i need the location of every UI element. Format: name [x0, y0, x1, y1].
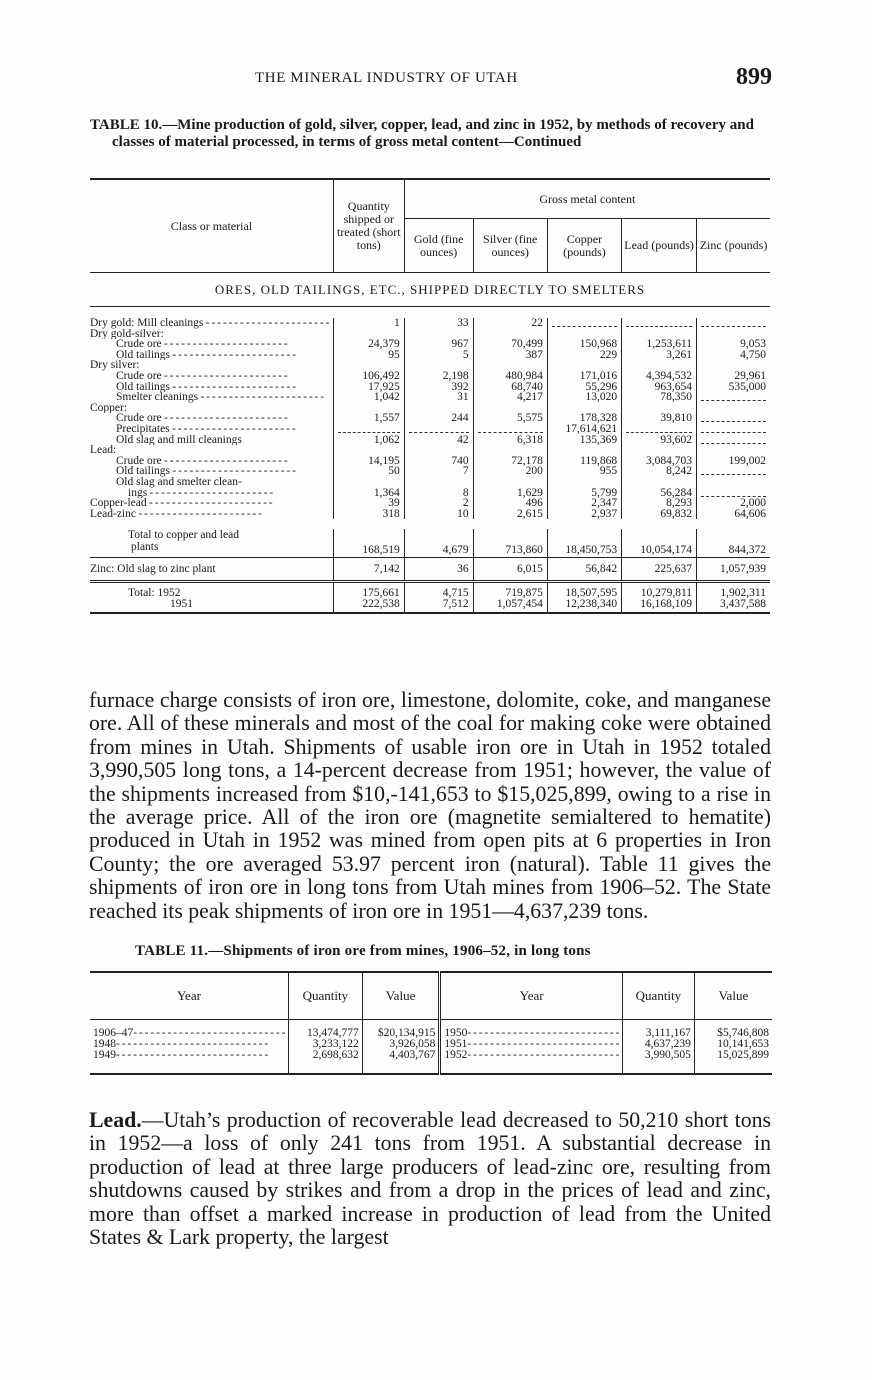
- row-label: Dry gold-silver:: [90, 328, 164, 340]
- t11-header-quantity-left: Quantity: [288, 972, 362, 1020]
- cell-silver: 1,629: [473, 488, 547, 499]
- cell-qty: 50: [333, 466, 404, 477]
- cell-zinc: [697, 424, 770, 435]
- cell-qty: 106,492: [333, 371, 404, 382]
- cell-quantity-right: 4,637,239: [622, 1039, 694, 1050]
- cell-lead: 3,261: [622, 350, 697, 361]
- total-smelters-gold: 4,679: [404, 529, 473, 558]
- cell-gold: [404, 424, 473, 435]
- zinc-row: [90, 558, 770, 582]
- row-label: Copper:: [90, 402, 128, 414]
- row-label: Dry silver:: [90, 360, 140, 371]
- table-11-body: [90, 1020, 772, 1075]
- cell-silver: 6,318: [473, 435, 547, 446]
- t11-header-value-right: Value: [694, 972, 772, 1020]
- cell-gold: [404, 477, 473, 488]
- row-label: Old tailings - - - - - - - - - - - - - - - - - - - - - -: [116, 349, 296, 361]
- cell-copper: 955: [547, 466, 621, 477]
- lead-text: —Utah’s production of recoverable lead decreased to 50,210 short tons in 1952—a loss of only 241 tons from 1951. A substantial decrease in production of lead at three large producers of lead-zinc ore, resulting from shutdowns caused by strikes and from a drop in the prices of lead and zinc, more than offset a marked increase in production of lead from the United States & Lark property, the largest: [89, 1108, 771, 1250]
- cell-qty: 1: [333, 318, 404, 329]
- cell-zinc: 199,002: [697, 456, 770, 467]
- cell-value-right: 10,141,653: [694, 1039, 772, 1050]
- cell-quantity-left: 13,474,777: [288, 1028, 362, 1039]
- row-label: Precipitates - - - - - - - - - - - - - - - - - - - - - -: [116, 423, 296, 435]
- row-label: Smelter cleanings - - - - - - - - - - - - - - - - - - - - - -: [116, 392, 324, 403]
- cell-zinc: 64,606: [697, 509, 770, 520]
- cell-lead: 8,293: [622, 498, 697, 509]
- cell-gold: 740: [404, 456, 473, 467]
- cell-zinc: [697, 413, 770, 424]
- table-row: [90, 466, 770, 477]
- grand-total-label: 1951: [90, 599, 333, 614]
- zinc-lead: 225,637: [622, 558, 697, 582]
- cell-year-right: 1950- - - - - - - - - - - - - - - - - - - - - - - - - - -: [440, 1028, 623, 1039]
- empty-dash: [701, 424, 766, 433]
- cell-gold: 2: [404, 498, 473, 509]
- empty-dash: [701, 466, 766, 475]
- cell-silver: 200: [473, 466, 547, 477]
- paragraph-iron-ore: furnace charge consists of iron ore, limestone, dolomite, coke, and manganese ore. All of these minerals and most of the coal for making coke were obtained from mines in Utah. Shipments of usable iron ore in Utah in 1952 totaled 3,990,505 long tons, a 14-percent decrease from 1951; however, the value of the shipments increased from $10,-141,653 to $15,025,899, owing to a rise in the average price. All of the iron ore (magnetite semialtered to hematite) produced in Utah in 1952 was mined from open pits at 6 properties in Iron County; the ore averaged 53.97 percent iron (natural). Table 11 gives the shipments of iron ore in long tons from Utah mines from 1906–52. The State reached its peak shipments of iron ore in 1951—4,637,239 tons.: [89, 688, 771, 923]
- row-label: Old tailings - - - - - - - - - - - - - - - - - - - - - -: [116, 466, 296, 477]
- cell-value-left: 3,926,058: [362, 1039, 440, 1050]
- cell-gold: 7: [404, 466, 473, 477]
- grand-total-copper: 12,238,340: [547, 599, 621, 614]
- cell-lead: 8,242: [622, 466, 697, 477]
- header-copper: Copper (pounds): [547, 219, 621, 273]
- dot-leader: - - - - - - - - - - - - - - - - - - - - - -: [135, 508, 262, 520]
- total-smelters-label-line1: Total to copper and lead: [128, 529, 239, 542]
- cell-lead: 4,394,532: [622, 371, 697, 382]
- cell-qty: 1,062: [333, 435, 404, 446]
- dot-leader: - - - - - - - - - - - - - - - - - - - - - -: [146, 498, 273, 509]
- empty-dash: [552, 318, 617, 327]
- cell-gold: 244: [404, 413, 473, 424]
- cell-lead: 3,084,703: [622, 456, 697, 467]
- grand-total-label: Total: 1952: [128, 587, 181, 599]
- grand-total-silver: 719,875: [473, 582, 547, 599]
- cell-lead: [622, 424, 697, 435]
- cell-copper: 5,799: [547, 488, 621, 499]
- grand-total-zinc: 1,902,311: [697, 582, 770, 599]
- dot-leader: - - - - - - - - - - - - - - - - - - - - - -: [147, 487, 273, 499]
- cell-silver: 496: [473, 498, 547, 509]
- cell-quantity-right: 3,111,167: [622, 1028, 694, 1039]
- row-label: Old slag and smelter clean-: [116, 476, 242, 488]
- grand-total-gold: 7,512: [404, 599, 473, 614]
- dot-leader: - - - - - - - - - - - - - - - - - - - - - - - - - - -: [467, 1039, 619, 1050]
- cell-silver: 2,615: [473, 509, 547, 520]
- dot-leader: - - - - - - - - - - - - - - - - - - - - - -: [170, 381, 296, 393]
- cell-copper: 171,016: [547, 371, 621, 382]
- dot-leader: - - - - - - - - - - - - - - - - - - - - - - - - - - -: [467, 1028, 619, 1039]
- page-number: 899: [736, 64, 772, 90]
- empty-dash: [701, 392, 766, 401]
- table-row: [90, 392, 770, 403]
- cell-silver: [473, 477, 547, 488]
- total-smelters-copper: 18,450,753: [547, 529, 621, 558]
- cell-qty: [333, 477, 404, 488]
- cell-lead: 93,602: [622, 435, 697, 446]
- cell-zinc: [697, 477, 770, 488]
- grand-total-copper: 18,507,595: [547, 582, 621, 599]
- running-title: THE MINERAL INDUSTRY OF UTAH: [255, 70, 518, 86]
- cell-value-right: 15,025,899: [694, 1050, 772, 1074]
- cell-lead: 39,810: [622, 413, 697, 424]
- grand-total-qty: 222,538: [333, 599, 404, 614]
- table-row: [90, 350, 770, 361]
- cell-zinc: [697, 466, 770, 477]
- grand-total-gold: 4,715: [404, 582, 473, 599]
- cell-qty: 95: [333, 350, 404, 361]
- cell-lead: [622, 477, 697, 488]
- cell-zinc: [697, 435, 770, 446]
- lead-heading: Lead.: [89, 1108, 142, 1132]
- cell-zinc: 535,000: [697, 382, 770, 393]
- cell-copper: [547, 318, 621, 329]
- cell-copper: 150,968: [547, 339, 621, 350]
- spacer-row: [90, 307, 770, 319]
- running-header: [90, 66, 772, 96]
- cell-silver: 480,984: [473, 371, 547, 382]
- zinc-qty: 7,142: [333, 558, 404, 582]
- cell-quantity-left: 3,233,122: [288, 1039, 362, 1050]
- header-zinc: Zinc (pounds): [697, 219, 770, 273]
- cell-zinc: 29,961: [697, 371, 770, 382]
- dot-leader: - - - - - - - - - - - - - - - - - - - - - - - - - - -: [133, 1028, 285, 1039]
- cell-silver: 22: [473, 318, 547, 329]
- header-silver: Silver (fine ounces): [473, 219, 547, 273]
- header-gold: Gold (fine ounces): [404, 219, 473, 273]
- dot-leader: - - - - - - - - - - - - - - - - - - - - - -: [198, 392, 324, 403]
- zinc-row-label: Zinc: Old slag to zinc plant: [90, 558, 333, 582]
- cell-gold: 31: [404, 392, 473, 403]
- cell-lead: [622, 318, 697, 329]
- cell-qty: 17,925: [333, 382, 404, 393]
- row-label: Crude ore - - - - - - - - - - - - - - - - - - - - - -: [116, 413, 288, 424]
- t11-header-year-left: Year: [176, 988, 201, 1003]
- total-smelters-label: [90, 529, 333, 558]
- paragraph-lead: [89, 1109, 771, 1249]
- dot-leader: - - - - - - - - - - - - - - - - - - - - - -: [170, 466, 296, 477]
- cell-copper: 2,937: [547, 509, 621, 520]
- cell-gold: 5: [404, 350, 473, 361]
- cell-silver: 4,217: [473, 392, 547, 403]
- cell-copper: 2,347: [547, 498, 621, 509]
- total-smelters-zinc: 844,372: [697, 529, 770, 558]
- dot-leader: - - - - - - - - - - - - - - - - - - - - - - - - - - -: [116, 1050, 268, 1061]
- dot-leader: - - - - - - - - - - - - - - - - - - - - - -: [161, 455, 288, 467]
- cell-year-left: 1949- - - - - - - - - - - - - - - - - - - - - - - - - - -: [90, 1050, 288, 1074]
- cell-year-right: 1952- - - - - - - - - - - - - - - - - - - - - - - - - - -: [440, 1050, 623, 1074]
- cell-copper: 17,614,621: [547, 424, 621, 435]
- grand-total-lead: 16,168,109: [622, 599, 697, 614]
- dot-leader: - - - - - - - - - - - - - - - - - - - - - -: [203, 318, 329, 329]
- dot-leader: - - - - - - - - - - - - - - - - - - - - - -: [161, 413, 288, 424]
- cell-zinc: [697, 392, 770, 403]
- cell-qty: 1,364: [333, 488, 404, 499]
- cell-year-left: 1906–47- - - - - - - - - - - - - - - - - - - - - - - - - - -: [93, 1028, 285, 1039]
- cell-silver: 68,740: [473, 382, 547, 393]
- table-row: [90, 509, 770, 520]
- total-smelters-lead: 10,054,174: [622, 529, 697, 558]
- cell-zinc: [697, 403, 770, 414]
- cell-gold: 33: [404, 318, 473, 329]
- cell-gold: 2,198: [404, 371, 473, 382]
- table-row: [90, 318, 770, 329]
- dot-leader: - - - - - - - - - - - - - - - - - - - - - -: [169, 423, 296, 435]
- cell-qty: 1,042: [333, 392, 404, 403]
- cell-silver: 70,499: [473, 339, 547, 350]
- grand-total-qty: 175,661: [333, 582, 404, 599]
- zinc-zinc: 1,057,939: [697, 558, 770, 582]
- dot-leader: - - - - - - - - - - - - - - - - - - - - - -: [161, 370, 288, 382]
- grand-total-zinc: 3,437,588: [697, 599, 770, 614]
- table-row: [90, 413, 770, 424]
- zinc-gold: 36: [404, 558, 473, 582]
- cell-value-left: 4,403,767: [362, 1050, 440, 1074]
- table-10-caption: TABLE 10.—Mine production of gold, silver, copper, lead, and zinc in 1952, by methods of recovery and classes of material processed, in terms of gross metal content—Continued: [90, 117, 754, 150]
- total-smelters-label-line2: plants: [131, 541, 159, 554]
- cell-copper: 229: [547, 350, 621, 361]
- header-class: Class or material: [90, 179, 333, 273]
- cell-zinc: 9,053: [697, 339, 770, 350]
- cell-value-right: $5,746,808: [694, 1028, 772, 1039]
- table-row: [90, 477, 770, 488]
- grand-total-silver: 1,057,454: [473, 599, 547, 614]
- cell-qty: 14,195: [333, 456, 404, 467]
- header-quantity: Quantity shipped or treated (short tons): [333, 179, 404, 273]
- cell-gold: 392: [404, 382, 473, 393]
- cell-copper: 55,296: [547, 382, 621, 393]
- spacer-cell: [90, 1020, 288, 1029]
- cell-copper: [547, 477, 621, 488]
- cell-silver: 72,178: [473, 456, 547, 467]
- empty-dash: [701, 413, 766, 422]
- dot-leader: - - - - - - - - - - - - - - - - - - - - - -: [161, 339, 288, 350]
- empty-dash: [701, 435, 766, 444]
- section-title: ORES, OLD TAILINGS, ETC., SHIPPED DIRECTLY TO SMELTERS: [90, 273, 770, 307]
- header-gross-metal: Gross metal content: [404, 179, 770, 219]
- grand-total-row: [90, 599, 770, 614]
- cell-zinc: 4,750: [697, 350, 770, 361]
- cell-qty: 39: [333, 498, 404, 509]
- cell-lead: 69,832: [622, 509, 697, 520]
- t11-header-value-left: Value: [362, 972, 440, 1020]
- dot-leader: - - - - - - - - - - - - - - - - - - - - - - - - - - -: [467, 1050, 619, 1061]
- cell-zinc: 2,000: [697, 498, 770, 509]
- cell-qty: [333, 424, 404, 435]
- empty-dash: [701, 488, 766, 497]
- cell-lead: 1,253,611: [622, 339, 697, 350]
- cell-value-left: $20,134,915: [362, 1028, 440, 1039]
- cell-lead: 78,350: [622, 392, 697, 403]
- table-10-body: [90, 307, 770, 614]
- table-row: [90, 371, 770, 382]
- header-lead: Lead (pounds): [622, 219, 697, 273]
- spacer-row: [90, 519, 770, 529]
- dot-leader: - - - - - - - - - - - - - - - - - - - - - - - - - - -: [116, 1039, 268, 1050]
- cell-silver: [473, 424, 547, 435]
- cell-gold: 967: [404, 339, 473, 350]
- cell-quantity-left: 2,698,632: [288, 1050, 362, 1074]
- empty-dash: [409, 424, 469, 433]
- dot-leader: - - - - - - - - - - - - - - - - - - - - - -: [170, 349, 296, 361]
- cell-copper: 13,020: [547, 392, 621, 403]
- total-smelters-silver: 713,860: [473, 529, 547, 558]
- cell-year-right: 1951- - - - - - - - - - - - - - - - - - - - - - - - - - -: [440, 1039, 623, 1050]
- table-row: [90, 1050, 772, 1074]
- spacer-cell: [90, 519, 770, 529]
- row-label: Dry gold: Mill cleanings - - - - - - - - - - - - - - - - - - - - - -: [90, 318, 329, 329]
- zinc-silver: 6,015: [473, 558, 547, 582]
- cell-copper: 135,369: [547, 435, 621, 446]
- empty-dash: [478, 424, 543, 433]
- row-label: Old slag and mill cleanings: [116, 434, 242, 446]
- cell-qty: 24,379: [333, 339, 404, 350]
- cell-zinc: [697, 318, 770, 329]
- row-label: Crude ore - - - - - - - - - - - - - - - - - - - - - -: [116, 339, 288, 350]
- row-label: Copper-lead - - - - - - - - - - - - - - - - - - - - - -: [90, 498, 273, 509]
- cell-lead: 963,654: [622, 382, 697, 393]
- cell-quantity-right: 3,990,505: [622, 1050, 694, 1074]
- empty-dash: [701, 318, 766, 327]
- cell-copper: 178,328: [547, 413, 621, 424]
- t11-header-year-right: Year: [440, 972, 623, 1020]
- cell-year-left: 1948- - - - - - - - - - - - - - - - - - - - - - - - - - -: [93, 1039, 268, 1050]
- row-label: Old tailings - - - - - - - - - - - - - - - - - - - - - -: [116, 381, 296, 393]
- table-11: [90, 971, 772, 1075]
- row-label: Crude ore - - - - - - - - - - - - - - - - - - - - - -: [116, 370, 288, 382]
- row-label: Crude ore - - - - - - - - - - - - - - - - - - - - - -: [116, 455, 288, 467]
- table-row: [90, 435, 770, 446]
- grand-total-lead: 10,279,811: [622, 582, 697, 599]
- row-label: Lead-zinc - - - - - - - - - - - - - - - - - - - - - -: [90, 508, 262, 520]
- grand-total-row: [90, 582, 770, 599]
- total-smelters-row: [90, 529, 770, 558]
- empty-dash: [626, 424, 692, 433]
- table-11-caption: TABLE 11.—Shipments of iron ore from mines, 1906–52, in long tons: [135, 943, 591, 959]
- t11-header-quantity-right: Quantity: [622, 972, 694, 1020]
- table-10: [90, 178, 770, 614]
- spacer-cell: [90, 307, 770, 319]
- row-label: ings - - - - - - - - - - - - - - - - - - - - - -: [128, 487, 273, 499]
- empty-dash: [626, 318, 692, 327]
- total-smelters-qty: 168,519: [333, 529, 404, 558]
- row-label: Lead:: [90, 445, 117, 456]
- empty-dash: [338, 424, 400, 433]
- cell-copper: 119,868: [547, 456, 621, 467]
- zinc-copper: 56,842: [547, 558, 621, 582]
- cell-gold: 10: [404, 509, 473, 520]
- cell-lead: 56,284: [622, 488, 697, 499]
- cell-qty: 1,557: [333, 413, 404, 424]
- cell-silver: 5,575: [473, 413, 547, 424]
- table-row: [90, 424, 770, 435]
- cell-gold: 8: [404, 488, 473, 499]
- cell-gold: 42: [404, 435, 473, 446]
- cell-silver: 387: [473, 350, 547, 361]
- cell-qty: 318: [333, 509, 404, 520]
- spacer-cell: [440, 1020, 623, 1029]
